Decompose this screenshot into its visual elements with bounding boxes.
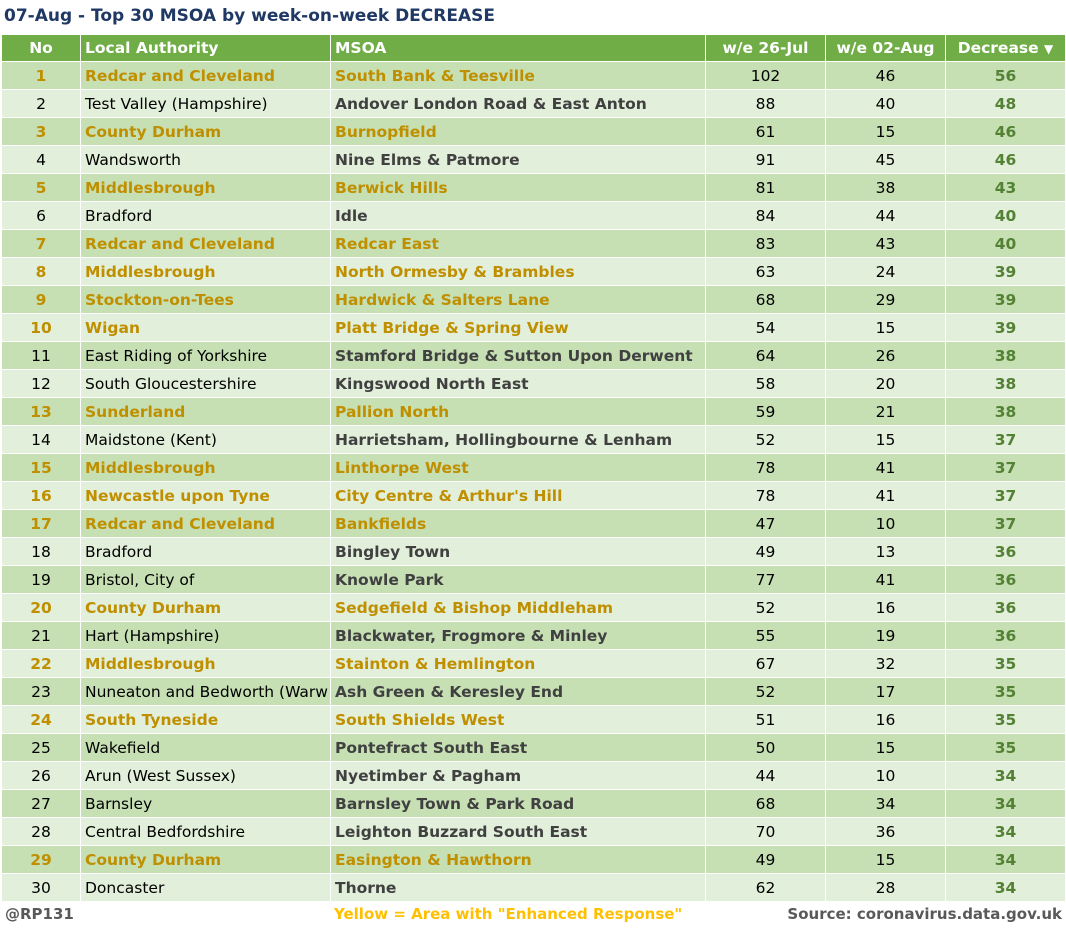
local-authority-cell: Redcar and Cleveland <box>81 510 331 538</box>
local-authority-cell: Wandsworth <box>81 146 331 174</box>
row-number-cell: 21 <box>2 622 81 650</box>
msoa-cell: Idle <box>331 202 706 230</box>
local-authority-cell: Maidstone (Kent) <box>81 426 331 454</box>
decrease-cell: 36 <box>946 538 1066 566</box>
prev-week-cell: 54 <box>706 314 826 342</box>
row-number-cell: 25 <box>2 734 81 762</box>
prev-week-cell: 70 <box>706 818 826 846</box>
local-authority-cell: East Riding of Yorkshire <box>81 342 331 370</box>
row-number-cell: 4 <box>2 146 81 174</box>
msoa-cell: Pallion North <box>331 398 706 426</box>
msoa-table <box>1 34 1066 902</box>
row-number-cell: 6 <box>2 202 81 230</box>
row-number-cell: 12 <box>2 370 81 398</box>
msoa-cell: Stainton & Hemlington <box>331 650 706 678</box>
msoa-cell: Linthorpe West <box>331 454 706 482</box>
table-row <box>2 706 1066 734</box>
curr-week-cell: 43 <box>826 230 946 258</box>
msoa-cell: Ash Green & Keresley End <box>331 678 706 706</box>
table-row <box>2 62 1066 90</box>
msoa-cell: Hardwick & Salters Lane <box>331 286 706 314</box>
local-authority-cell: Doncaster <box>81 874 331 902</box>
curr-week-cell: 44 <box>826 202 946 230</box>
table-row <box>2 426 1066 454</box>
prev-week-cell: 64 <box>706 342 826 370</box>
decrease-cell: 38 <box>946 342 1066 370</box>
prev-week-cell: 49 <box>706 846 826 874</box>
row-number-cell: 28 <box>2 818 81 846</box>
prev-week-cell: 78 <box>706 454 826 482</box>
prev-week-cell: 84 <box>706 202 826 230</box>
local-authority-cell: South Gloucestershire <box>81 370 331 398</box>
header-msoa[interactable]: MSOA <box>331 35 706 62</box>
decrease-cell: 36 <box>946 566 1066 594</box>
local-authority-cell: County Durham <box>81 594 331 622</box>
msoa-cell: Blackwater, Frogmore & Minley <box>331 622 706 650</box>
curr-week-cell: 34 <box>826 790 946 818</box>
table-row <box>2 398 1066 426</box>
curr-week-cell: 28 <box>826 874 946 902</box>
decrease-cell: 35 <box>946 706 1066 734</box>
msoa-cell: Thorne <box>331 874 706 902</box>
local-authority-cell: Bradford <box>81 538 331 566</box>
prev-week-cell: 59 <box>706 398 826 426</box>
decrease-cell: 38 <box>946 398 1066 426</box>
prev-week-cell: 88 <box>706 90 826 118</box>
curr-week-cell: 46 <box>826 62 946 90</box>
curr-week-cell: 19 <box>826 622 946 650</box>
msoa-cell: Pontefract South East <box>331 734 706 762</box>
prev-week-cell: 61 <box>706 118 826 146</box>
curr-week-cell: 41 <box>826 454 946 482</box>
curr-week-cell: 41 <box>826 482 946 510</box>
prev-week-cell: 68 <box>706 286 826 314</box>
prev-week-cell: 67 <box>706 650 826 678</box>
curr-week-cell: 17 <box>826 678 946 706</box>
table-row <box>2 678 1066 706</box>
decrease-cell: 39 <box>946 314 1066 342</box>
table-row <box>2 258 1066 286</box>
table-row <box>2 174 1066 202</box>
row-number-cell: 30 <box>2 874 81 902</box>
local-authority-cell: Wakefield <box>81 734 331 762</box>
prev-week-cell: 49 <box>706 538 826 566</box>
table-row <box>2 314 1066 342</box>
decrease-cell: 34 <box>946 818 1066 846</box>
row-number-cell: 19 <box>2 566 81 594</box>
source-note: Source: coronavirus.data.gov.uk <box>787 905 1062 923</box>
table-row <box>2 622 1066 650</box>
curr-week-cell: 16 <box>826 706 946 734</box>
decrease-cell: 37 <box>946 482 1066 510</box>
msoa-cell: Bingley Town <box>331 538 706 566</box>
row-number-cell: 24 <box>2 706 81 734</box>
header-prev-week[interactable]: w/e 26-Jul <box>706 35 826 62</box>
decrease-cell: 46 <box>946 118 1066 146</box>
table-body <box>2 62 1066 902</box>
curr-week-cell: 15 <box>826 846 946 874</box>
row-number-cell: 10 <box>2 314 81 342</box>
table-row <box>2 230 1066 258</box>
table-row <box>2 594 1066 622</box>
row-number-cell: 13 <box>2 398 81 426</box>
msoa-cell: Leighton Buzzard South East <box>331 818 706 846</box>
row-number-cell: 20 <box>2 594 81 622</box>
header-local-authority[interactable]: Local Authority <box>81 35 331 62</box>
decrease-cell: 46 <box>946 146 1066 174</box>
decrease-cell: 34 <box>946 762 1066 790</box>
table-row <box>2 818 1066 846</box>
table-row <box>2 762 1066 790</box>
row-number-cell: 26 <box>2 762 81 790</box>
curr-week-cell: 15 <box>826 118 946 146</box>
msoa-cell: Redcar East <box>331 230 706 258</box>
table-row <box>2 146 1066 174</box>
table-row <box>2 790 1066 818</box>
decrease-cell: 37 <box>946 510 1066 538</box>
msoa-cell: Stamford Bridge & Sutton Upon Derwent <box>331 342 706 370</box>
row-number-cell: 17 <box>2 510 81 538</box>
prev-week-cell: 51 <box>706 706 826 734</box>
table-row <box>2 202 1066 230</box>
header-curr-week[interactable]: w/e 02-Aug <box>826 35 946 62</box>
prev-week-cell: 68 <box>706 790 826 818</box>
decrease-cell: 36 <box>946 594 1066 622</box>
decrease-cell: 48 <box>946 90 1066 118</box>
row-number-cell: 2 <box>2 90 81 118</box>
header-row <box>2 35 1066 62</box>
local-authority-cell: Newcastle upon Tyne <box>81 482 331 510</box>
row-number-cell: 8 <box>2 258 81 286</box>
decrease-cell: 43 <box>946 174 1066 202</box>
msoa-cell: City Centre & Arthur's Hill <box>331 482 706 510</box>
local-authority-cell: Central Bedfordshire <box>81 818 331 846</box>
msoa-cell: Easington & Hawthorn <box>331 846 706 874</box>
msoa-cell: Berwick Hills <box>331 174 706 202</box>
local-authority-cell: South Tyneside <box>81 706 331 734</box>
decrease-cell: 35 <box>946 650 1066 678</box>
msoa-cell: Kingswood North East <box>331 370 706 398</box>
decrease-cell: 56 <box>946 62 1066 90</box>
prev-week-cell: 50 <box>706 734 826 762</box>
local-authority-cell: Sunderland <box>81 398 331 426</box>
curr-week-cell: 10 <box>826 762 946 790</box>
decrease-cell: 34 <box>946 846 1066 874</box>
decrease-cell: 39 <box>946 258 1066 286</box>
local-authority-cell: Stockton-on-Tees <box>81 286 331 314</box>
decrease-cell: 39 <box>946 286 1066 314</box>
sort-descending-icon[interactable]: ▼ <box>1044 42 1054 56</box>
decrease-cell: 38 <box>946 370 1066 398</box>
curr-week-cell: 10 <box>826 510 946 538</box>
table-row <box>2 510 1066 538</box>
table-row <box>2 874 1066 902</box>
row-number-cell: 23 <box>2 678 81 706</box>
prev-week-cell: 78 <box>706 482 826 510</box>
curr-week-cell: 13 <box>826 538 946 566</box>
header-decrease[interactable] <box>946 35 1066 62</box>
curr-week-cell: 26 <box>826 342 946 370</box>
decrease-cell: 36 <box>946 622 1066 650</box>
curr-week-cell: 15 <box>826 734 946 762</box>
msoa-cell: South Shields West <box>331 706 706 734</box>
table-row <box>2 370 1066 398</box>
msoa-cell: Barnsley Town & Park Road <box>331 790 706 818</box>
prev-week-cell: 52 <box>706 594 826 622</box>
curr-week-cell: 16 <box>826 594 946 622</box>
local-authority-cell: Wigan <box>81 314 331 342</box>
decrease-cell: 40 <box>946 230 1066 258</box>
table-row <box>2 90 1066 118</box>
curr-week-cell: 24 <box>826 258 946 286</box>
local-authority-cell: Bradford <box>81 202 331 230</box>
table-row <box>2 650 1066 678</box>
prev-week-cell: 81 <box>706 174 826 202</box>
prev-week-cell: 44 <box>706 762 826 790</box>
row-number-cell: 3 <box>2 118 81 146</box>
msoa-cell: Burnopfield <box>331 118 706 146</box>
prev-week-cell: 58 <box>706 370 826 398</box>
table-row <box>2 482 1066 510</box>
curr-week-cell: 21 <box>826 398 946 426</box>
local-authority-cell: Middlesbrough <box>81 258 331 286</box>
prev-week-cell: 83 <box>706 230 826 258</box>
table-row <box>2 454 1066 482</box>
table-row <box>2 846 1066 874</box>
row-number-cell: 1 <box>2 62 81 90</box>
row-number-cell: 29 <box>2 846 81 874</box>
local-authority-cell: Hart (Hampshire) <box>81 622 331 650</box>
header-no[interactable]: No <box>2 35 81 62</box>
curr-week-cell: 29 <box>826 286 946 314</box>
table-row <box>2 342 1066 370</box>
table-row <box>2 566 1066 594</box>
local-authority-cell: Middlesbrough <box>81 174 331 202</box>
msoa-cell: Nyetimber & Pagham <box>331 762 706 790</box>
local-authority-cell: County Durham <box>81 846 331 874</box>
msoa-cell: Bankfields <box>331 510 706 538</box>
msoa-cell: Knowle Park <box>331 566 706 594</box>
local-authority-cell: Nuneaton and Bedworth (Warw <box>81 678 331 706</box>
local-authority-cell: Arun (West Sussex) <box>81 762 331 790</box>
local-authority-cell: Redcar and Cleveland <box>81 230 331 258</box>
row-number-cell: 16 <box>2 482 81 510</box>
decrease-cell: 35 <box>946 678 1066 706</box>
row-number-cell: 15 <box>2 454 81 482</box>
table-row <box>2 286 1066 314</box>
curr-week-cell: 40 <box>826 90 946 118</box>
prev-week-cell: 63 <box>706 258 826 286</box>
table-row <box>2 538 1066 566</box>
prev-week-cell: 77 <box>706 566 826 594</box>
prev-week-cell: 52 <box>706 426 826 454</box>
local-authority-cell: Redcar and Cleveland <box>81 62 331 90</box>
prev-week-cell: 55 <box>706 622 826 650</box>
row-number-cell: 14 <box>2 426 81 454</box>
msoa-cell: Platt Bridge & Spring View <box>331 314 706 342</box>
prev-week-cell: 62 <box>706 874 826 902</box>
row-number-cell: 5 <box>2 174 81 202</box>
decrease-cell: 37 <box>946 426 1066 454</box>
author-handle: @RP131 <box>5 905 74 923</box>
msoa-cell: South Bank & Teesville <box>331 62 706 90</box>
row-number-cell: 11 <box>2 342 81 370</box>
local-authority-cell: Middlesbrough <box>81 454 331 482</box>
msoa-cell: North Ormesby & Brambles <box>331 258 706 286</box>
header-decrease-label: Decrease <box>957 39 1039 57</box>
decrease-cell: 40 <box>946 202 1066 230</box>
local-authority-cell: County Durham <box>81 118 331 146</box>
decrease-cell: 35 <box>946 734 1066 762</box>
row-number-cell: 22 <box>2 650 81 678</box>
curr-week-cell: 41 <box>826 566 946 594</box>
row-number-cell: 9 <box>2 286 81 314</box>
prev-week-cell: 102 <box>706 62 826 90</box>
row-number-cell: 18 <box>2 538 81 566</box>
curr-week-cell: 45 <box>826 146 946 174</box>
row-number-cell: 27 <box>2 790 81 818</box>
decrease-cell: 37 <box>946 454 1066 482</box>
local-authority-cell: Middlesbrough <box>81 650 331 678</box>
curr-week-cell: 38 <box>826 174 946 202</box>
local-authority-cell: Barnsley <box>81 790 331 818</box>
decrease-cell: 34 <box>946 874 1066 902</box>
legend-note: Yellow = Area with "Enhanced Response" <box>334 905 683 923</box>
local-authority-cell: Test Valley (Hampshire) <box>81 90 331 118</box>
table-row <box>2 734 1066 762</box>
curr-week-cell: 36 <box>826 818 946 846</box>
curr-week-cell: 15 <box>826 314 946 342</box>
prev-week-cell: 47 <box>706 510 826 538</box>
local-authority-cell: Bristol, City of <box>81 566 331 594</box>
curr-week-cell: 32 <box>826 650 946 678</box>
decrease-cell: 34 <box>946 790 1066 818</box>
table-title: 07-Aug - Top 30 MSOA by week-on-week DECREASE <box>4 6 495 26</box>
msoa-cell: Nine Elms & Patmore <box>331 146 706 174</box>
msoa-cell: Andover London Road & East Anton <box>331 90 706 118</box>
prev-week-cell: 91 <box>706 146 826 174</box>
table-row <box>2 118 1066 146</box>
curr-week-cell: 20 <box>826 370 946 398</box>
prev-week-cell: 52 <box>706 678 826 706</box>
curr-week-cell: 15 <box>826 426 946 454</box>
msoa-cell: Harrietsham, Hollingbourne & Lenham <box>331 426 706 454</box>
msoa-cell: Sedgefield & Bishop Middleham <box>331 594 706 622</box>
row-number-cell: 7 <box>2 230 81 258</box>
